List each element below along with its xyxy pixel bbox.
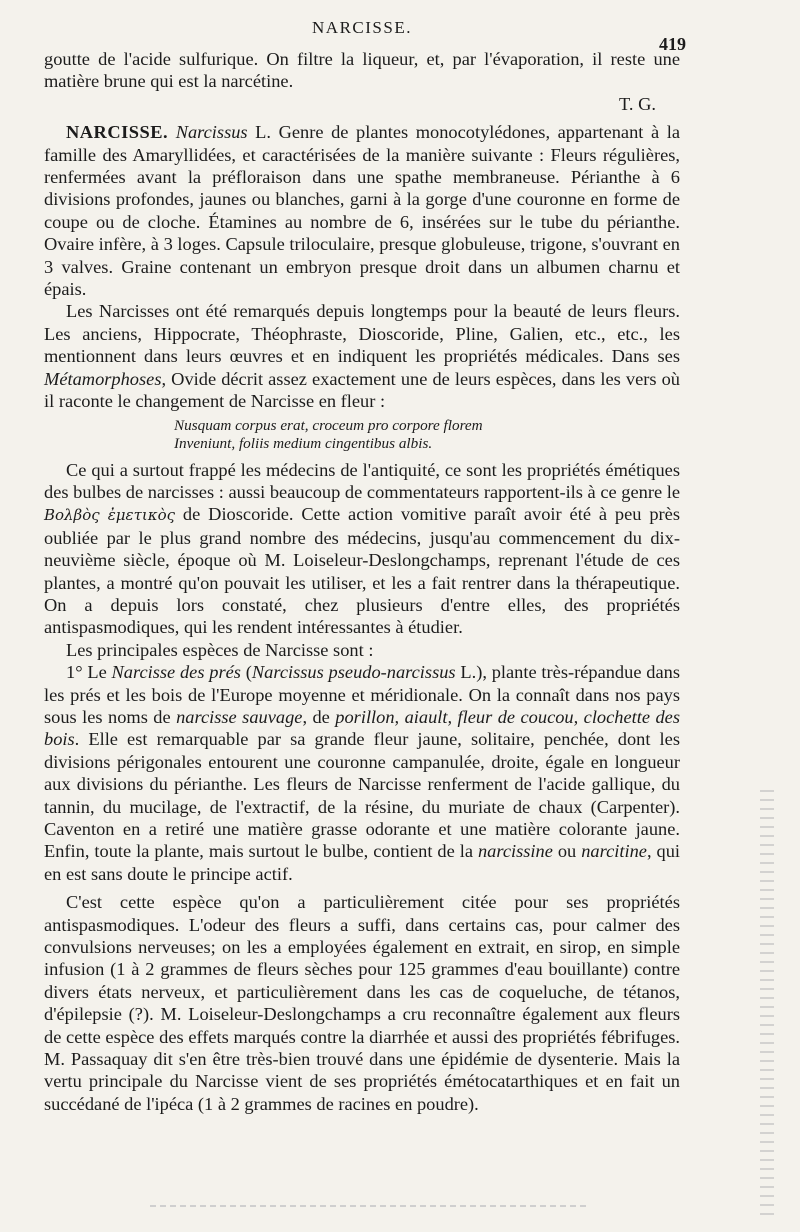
species-alt-name: narcisse sauvage xyxy=(176,706,303,727)
paragraph-properties: C'est cette espèce qu'on a particulièrement citée pour ses propriétés antispasmodiques. L'odeur des fleurs a suffi, dans certains cas, pour calmer des convulsions nerveuses; on les a employées également en extrait, en sirop, en simple infusion (1 à 2 grammes de fleurs sèches pour 125 grammes d'eau bouillante) contre divers états nerveux, et particulièrement dans les cas de coqueluche, de tétanos, d'épilepsie (?). M. Loiseleur-Deslongchamps a cru reconnaître également aux fleurs de cette espèce des effets marqués contre la diarrhée et aussi des propriétés fébrifuges. M. Passaquay dit s'en être très-bien trouvé dans une épidémie de dysenterie. Mais la vertu principale du Narcisse vient de ses propriétés émétocatarthiques et en fait un succédané de l'ipéca (1 à 2 grammes de racines en poudre). xyxy=(44,892,680,1114)
page-header xyxy=(44,18,686,54)
paragraph-emetic xyxy=(44,459,680,639)
entry-definition xyxy=(44,121,680,300)
entry-headword: NARCISSE. xyxy=(66,122,169,143)
species-latin-name: Narcissus pseudo-narcissus xyxy=(251,662,456,683)
scan-margin-marks xyxy=(760,790,774,1220)
entry-author: L. xyxy=(255,122,272,143)
emetic-text: Ce qui a surtout frappé les médecins de l'antiquité, ce sont les propriétés émétiques des bulbes de narcisses : aussi beaucoup de commentateurs rapportent-ils à ce genre le xyxy=(44,459,680,502)
entry-latin-name: Narcissus xyxy=(175,122,248,143)
entry-definition-text: Genre de plantes monocotylédones, appartenant à la famille des Amaryllidées, et caractérisées de la manière suivante : Fleurs régulières, renfermées avant la préfloraison dans une spathe membraneuse. Périanthe à 6 divisions profondes, jaunes ou blanches, garni à la gorge d'une couronne en forme de coupe ou de cloche. Étamines au nombre de 6, insérées sur le tube du périanthe. Ovaire infère, à 3 loges. Capsule triloculaire, presque globuleuse, trigone, s'ouvrant en 3 valves. Graine contenant un embryon presque droit dans un albumen charnu et épais. xyxy=(44,122,680,300)
paragraph-history xyxy=(44,300,680,412)
greek-term: Βολβὸς ἐμετικὸς xyxy=(44,506,176,525)
text-run: ou xyxy=(552,841,582,862)
running-head: NARCISSE. xyxy=(312,18,412,37)
page-number: 419 xyxy=(659,34,686,54)
history-text: Les Narcisses ont été remarqués depuis longtemps pour la beauté de leurs fleurs. Les anciens, Hippocrate, Théophraste, Dioscoride, Pline, Galien, etc., etc., les mentionnent dans leurs œuvres et en indiquent les propriétés médicales. Dans ses xyxy=(44,301,680,367)
scan-footer-rule xyxy=(150,1205,590,1207)
paragraph-continuation xyxy=(44,48,680,115)
history-text-after: , Ovide décrit assez exactement une de leurs espèces, dans les vers où il raconte le changement de Narcisse en fleur : xyxy=(44,368,680,412)
text-run: ( xyxy=(240,662,252,683)
quote-line-1: Nusquam corpus erat, croceum pro corpore florem xyxy=(174,416,483,434)
species-common-name: Narcisse des prés xyxy=(111,662,241,683)
text-run: , qui en est sans doute le principe actif. xyxy=(44,841,680,884)
emetic-text-after: de Dioscoride. Cette action vomitive paraît avoir été à peu près oubliée par le plus grand nombre des médecins, jusqu'au commencement du dix-neuvième siècle, époque où M. Loiseleur-Deslongchamps, reprenant l'étude de ces plantes, a montré qu'on pouvait les utiliser, et les a fait rentrer dans la thérapeutique. On a depuis lors constaté, chez plusieurs d'entre elles, des propriétés antispasmodiques, qui les rendent intéressantes à étudier. xyxy=(44,504,681,638)
text-run: , de xyxy=(302,706,336,727)
history-italic: Métamorphoses xyxy=(44,368,162,389)
compound-name-alt: narcitine xyxy=(581,841,647,862)
document-page xyxy=(44,18,686,1115)
latin-quotation xyxy=(174,417,680,453)
quote-line-2: Inveniunt, foliis medium cingentibus albis. xyxy=(174,434,433,452)
text-run: . Elle est remarquable par sa grande fleur jaune, solitaire, penchée, dont les divisions périgonales entourent une couronne campanulée, droite, égale en longueur aux divisions du périanthe. Les fleurs de Narcisse renferment de l'acide gallique, du tannin, du mucilage, de l'extractif, de la résine, du muriate de chaux (Carpenter). Caventon en a retiré une matière grasse odorante et une matière colorante jaune. Enfin, toute la plante, mais surtout le bulbe, contient de la xyxy=(44,729,680,862)
species-number: 1° Le xyxy=(66,662,112,683)
paragraph-species-intro: Les principales espèces de Narcisse sont : xyxy=(66,639,374,660)
author-signature: T. G. xyxy=(619,93,656,114)
text-run: L.), plante très-répandue dans les prés et les bois de l'Europe moyenne et méridionale. On la connaît dans nos pays sous les noms de xyxy=(44,662,680,727)
continuation-text: goutte de l'acide sulfurique. On filtre la liqueur, et, par l'évaporation, il reste une matière brune qui est la narcétine. xyxy=(44,49,680,92)
paragraph-species-1 xyxy=(44,661,680,885)
compound-name: narcissine xyxy=(477,841,553,862)
species-vernacular-names: porillon, aiault, fleur de coucou, clochette des bois xyxy=(44,706,680,750)
